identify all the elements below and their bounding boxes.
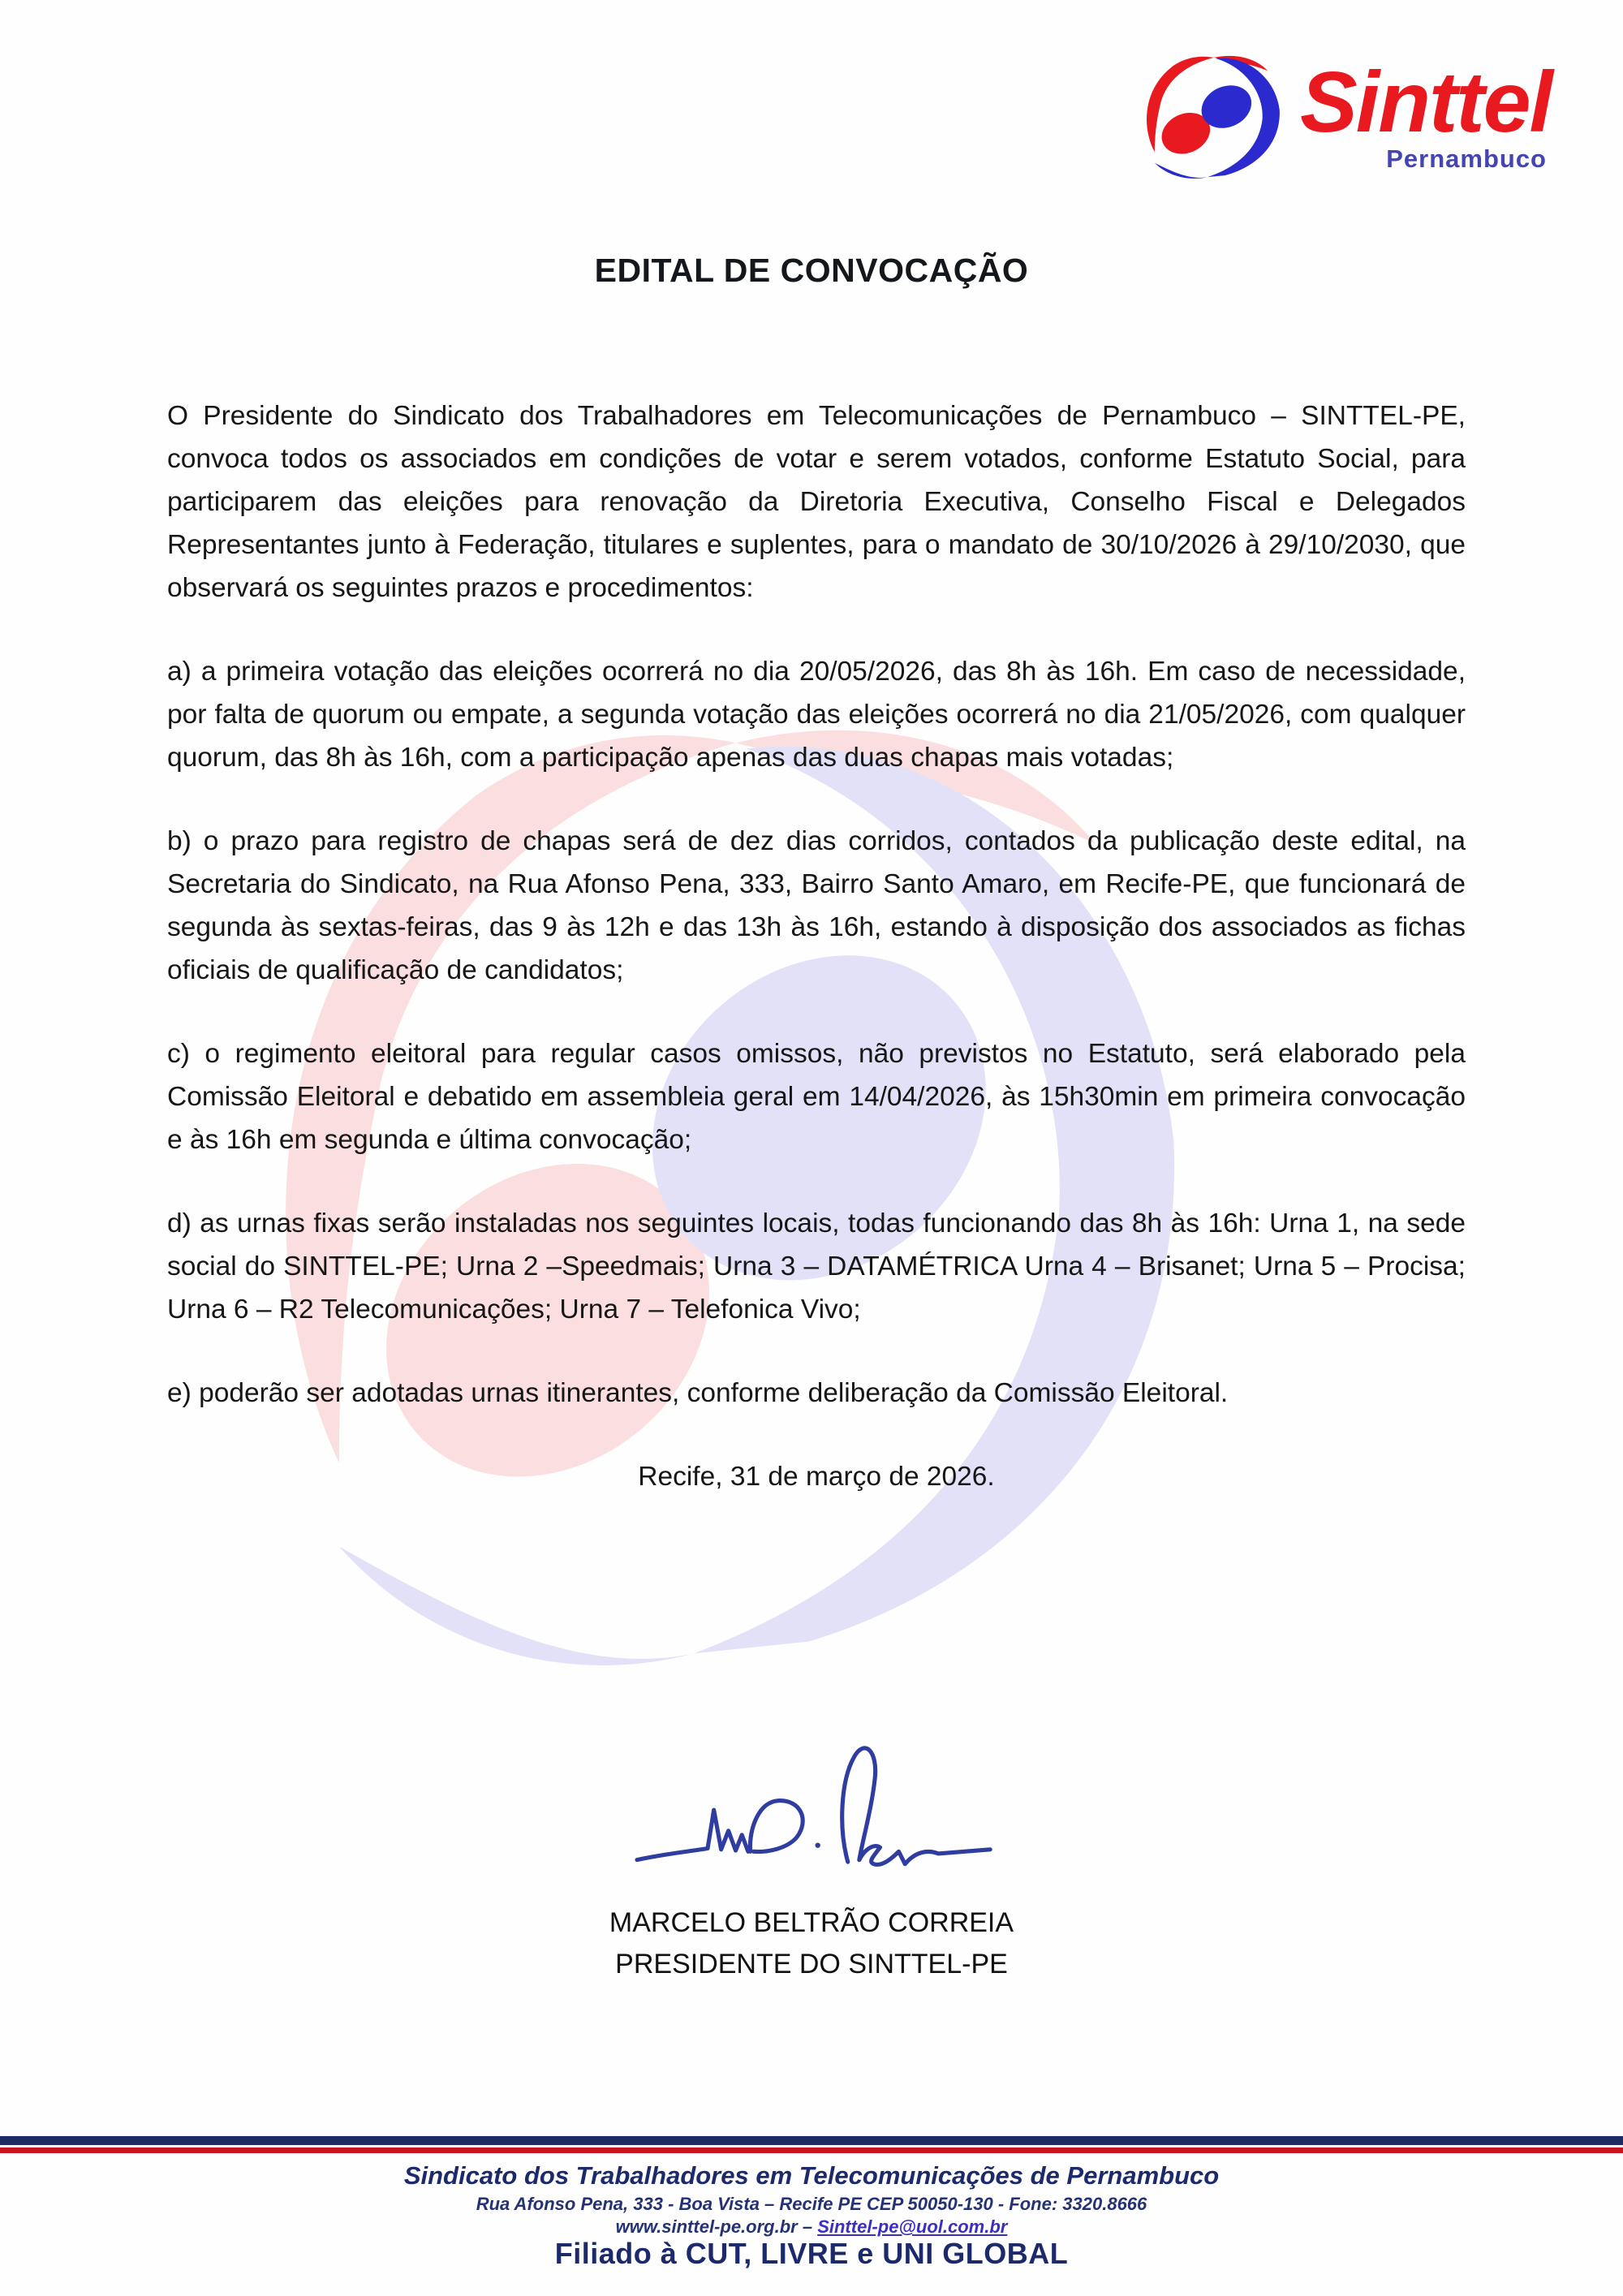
sinttel-emblem-icon <box>1131 47 1295 188</box>
email-link[interactable]: Sinttel-pe@uol.com.br <box>817 2216 1008 2237</box>
item-c-paragraph: c) o regimento eleitoral para regular casos omissos, não previstos no Estatuto, será elaborado pela Comissão Eleitoral e debatido em assembleia geral em 14/04/2026, às 15h30min em primeira convocação e às 16h em segunda e última convocação; <box>167 1039 1466 1155</box>
footer-website: www.sinttel-pe.org.br <box>615 2216 798 2237</box>
signer-role: PRESIDENTE DO SINTTEL-PE <box>615 1949 1008 1979</box>
footer-rule-red <box>0 2147 1623 2153</box>
item-d-paragraph: d) as urnas fixas serão instaladas nos seguintes locais, todas funcionando das 8h às 16h: Urna 1, na sede social do SINTTEL-PE; Urna 2 –Speedmais; Urna 3 – DATAMÉTRICA Urna 4 – Brisanet; Urna 5 – Procisa; Urna 6 – R2 Telecomunicações; Urna 7 – Telefonica Vivo; <box>167 1208 1466 1325</box>
footer-org-name: Sindicato dos Trabalhadores em Telecomunicações de Pernambuco <box>403 2161 1220 2190</box>
footer-affiliation: Filiado à CUT, LIVRE e UNI GLOBAL <box>554 2237 1069 2270</box>
signer-name: MARCELO BELTRÃO CORREIA <box>609 1907 1014 1938</box>
item-b-paragraph: b) o prazo para registro de chapas será de dez dias corridos, contados da publicação deste edital, na Secretaria do Sindicato, na Rua Afonso Pena, 333, Bairro Santo Amaro, em Recife-PE, que funcionará de segunda às sextas-feiras, das 9 às 12h e das 13h às 16h, estando à disposição dos associados as fichas oficiais de qualificação de candidatos; <box>167 826 1466 985</box>
footer-separator: – <box>797 2216 818 2237</box>
date-line: Recife, 31 de março de 2026. <box>638 1462 995 1492</box>
item-a-paragraph: a) a primeira votação das eleições ocorrerá no dia 20/05/2026, das 8h às 16h. Em caso de necessidade, por falta de quorum ou empate, a segunda votação das eleições ocorrerá no dia 21/05/2026, com qualquer quorum, das 8h às 16h, com a participação apenas das duas chapas mais votadas; <box>167 657 1466 773</box>
item-e-paragraph: e) poderão ser adotadas urnas itinerantes, conforme deliberação da Comissão Eleitoral. <box>167 1378 1229 1408</box>
logo-text <box>1300 54 1552 174</box>
page-title: EDITAL DE CONVOCAÇÃO <box>594 252 1029 289</box>
footer-address: Rua Afonso Pena, 333 - Boa Vista – Recife PE CEP 50050-130 - Fone: 3320.8666 <box>476 2194 1147 2214</box>
footer-web-line <box>0 2216 1623 2238</box>
footer-rule-navy <box>0 2136 1623 2145</box>
signature-block <box>0 1735 1623 1985</box>
brand-region: Pernambuco <box>1386 144 1547 173</box>
sinttel-logo <box>1131 47 1552 188</box>
document-body <box>167 394 1466 1539</box>
signature-scribble <box>617 1735 1006 1891</box>
intro-paragraph: O Presidente do Sindicato dos Trabalhadores em Telecomunicações de Pernambuco – SINTTEL-PE, convoca todos os associados em condições de votar e serem votados, conforme Estatuto Social, para participarem das eleições para renovação da Diretoria Executiva, Conselho Fiscal e Delegados Representantes junto à Federação, titulares e suplentes, para o mandato de 30/10/2026 à 29/10/2030, que observará os seguintes prazos e procedimentos: <box>167 401 1466 603</box>
brand-name: Sinttel <box>1300 54 1552 150</box>
